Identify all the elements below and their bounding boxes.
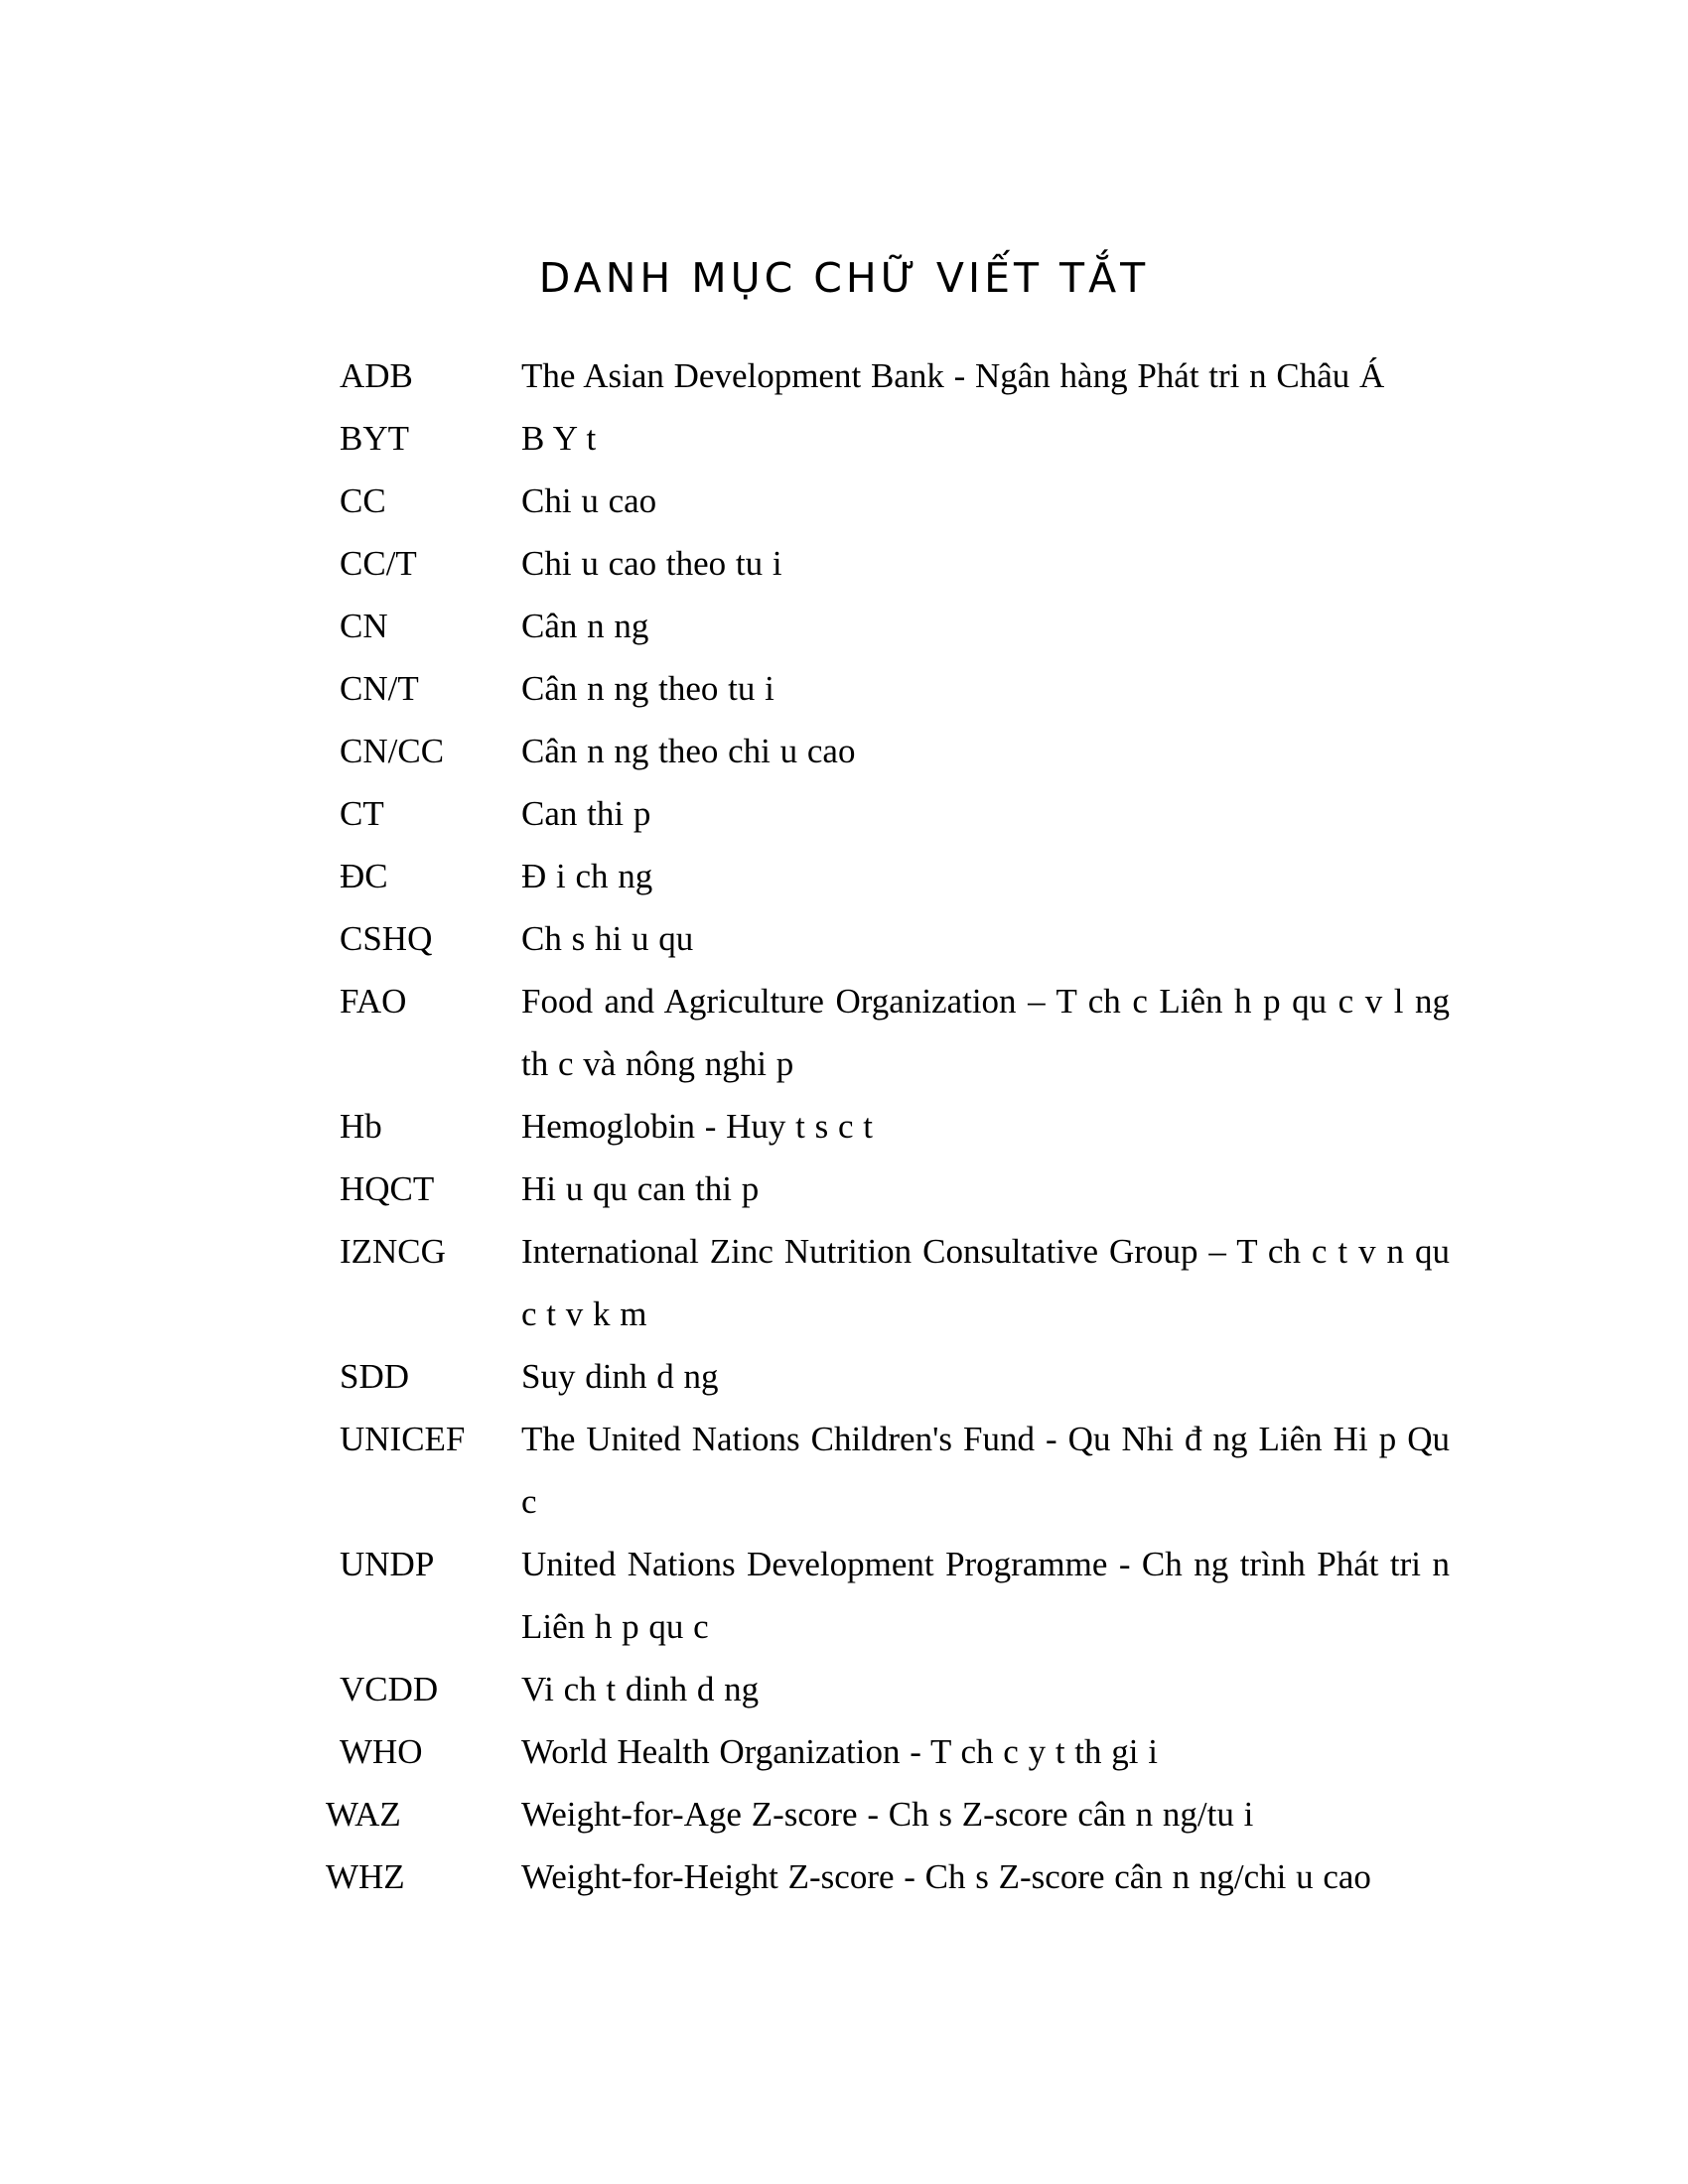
abbreviation-row	[0, 1658, 1688, 1720]
abbreviation-meaning: Đ i ch ng	[521, 857, 653, 895]
abbreviation-meaning: Chi u cao	[521, 481, 657, 520]
abbreviation-code: Hb	[340, 1107, 382, 1146]
abbreviation-row	[0, 782, 1688, 845]
abbreviation-code: WAZ	[326, 1795, 401, 1834]
abbreviation-code: CN	[340, 607, 388, 645]
abbreviation-row	[0, 344, 1688, 407]
abbreviation-row	[0, 907, 1688, 970]
abbreviation-row	[0, 532, 1688, 595]
abbreviation-meaning: Weight-for-Age Z-score - Ch s Z-score cân n ng/tu i	[521, 1795, 1254, 1834]
abbreviation-row	[0, 845, 1688, 907]
abbreviation-row	[0, 1533, 1688, 1658]
abbreviation-row	[0, 1783, 1688, 1845]
abbreviation-meaning: Suy dinh d ng	[521, 1357, 719, 1396]
abbreviation-code: FAO	[340, 982, 407, 1021]
abbreviation-row	[0, 1345, 1688, 1408]
abbreviation-code: SDD	[340, 1357, 410, 1396]
abbreviation-meaning: Hemoglobin - Huy t s c t	[521, 1107, 874, 1146]
abbreviation-code: UNDP	[340, 1545, 435, 1583]
abbreviation-row	[0, 595, 1688, 657]
abbreviation-row	[0, 1720, 1688, 1783]
abbreviation-meaning: The Asian Development Bank - Ngân hàng Phát tri n Châu Á	[521, 356, 1385, 395]
abbreviation-meaning: Hi u qu can thi p	[521, 1169, 760, 1208]
abbreviation-meaning: B Y t	[521, 419, 597, 458]
abbreviation-meaning: Cân n ng	[521, 607, 649, 645]
abbreviation-meaning: Cân n ng theo tu i	[521, 669, 774, 708]
abbreviation-code: ADB	[340, 356, 413, 395]
abbreviation-meaning: Chi u cao theo tu i	[521, 544, 782, 583]
abbreviation-row	[0, 1845, 1688, 1908]
abbreviation-row	[0, 720, 1688, 782]
abbreviation-code: IZNCG	[340, 1232, 446, 1271]
abbreviation-list	[0, 344, 1688, 1908]
abbreviation-code: ĐC	[340, 857, 388, 895]
abbreviation-row	[0, 470, 1688, 532]
abbreviation-code: WHZ	[326, 1857, 405, 1896]
abbreviation-code: CSHQ	[340, 919, 433, 958]
abbreviation-code: BYT	[340, 419, 409, 458]
abbreviation-code: CT	[340, 794, 384, 833]
abbreviation-code: UNICEF	[340, 1420, 466, 1458]
abbreviation-meaning: Ch s hi u qu	[521, 919, 694, 958]
abbreviation-row	[0, 657, 1688, 720]
abbreviation-meaning: Food and Agriculture Organization – T ch c Liên h p qu c v l ng th c và nông nghi p	[521, 982, 1450, 1083]
abbreviation-code: CN/CC	[340, 732, 445, 770]
abbreviation-meaning: Cân n ng theo chi u cao	[521, 732, 856, 770]
abbreviation-code: VCDD	[340, 1670, 439, 1708]
abbreviation-meaning: International Zinc Nutrition Consultative Group – T ch c t v n qu c t v k m	[521, 1232, 1450, 1333]
abbreviation-row	[0, 1158, 1688, 1220]
abbreviation-code: CN/T	[340, 669, 419, 708]
abbreviation-code: WHO	[340, 1732, 423, 1771]
abbreviation-code: HQCT	[340, 1169, 435, 1208]
abbreviation-code: CC	[340, 481, 386, 520]
abbreviation-row	[0, 1408, 1688, 1533]
abbreviation-meaning: The United Nations Children's Fund - Qu Nhi đ ng Liên Hi p Qu c	[521, 1420, 1450, 1521]
abbreviation-meaning: Vi ch t dinh d ng	[521, 1670, 760, 1708]
abbreviation-meaning: United Nations Development Programme - Ch ng trình Phát tri n Liên h p qu c	[521, 1545, 1450, 1646]
abbreviation-row	[0, 1095, 1688, 1158]
abbreviation-code: CC/T	[340, 544, 417, 583]
abbreviation-meaning: Can thi p	[521, 794, 651, 833]
abbreviation-row	[0, 1220, 1688, 1345]
abbreviation-meaning: World Health Organization - T ch c y t th gi i	[521, 1732, 1158, 1771]
abbreviation-row	[0, 970, 1688, 1095]
abbreviation-row	[0, 407, 1688, 470]
page-title: DANH MỤC CHỮ VIẾT TẮT	[538, 254, 1150, 302]
abbreviation-meaning: Weight-for-Height Z-score - Ch s Z-score cân n ng/chi u cao	[521, 1857, 1371, 1896]
